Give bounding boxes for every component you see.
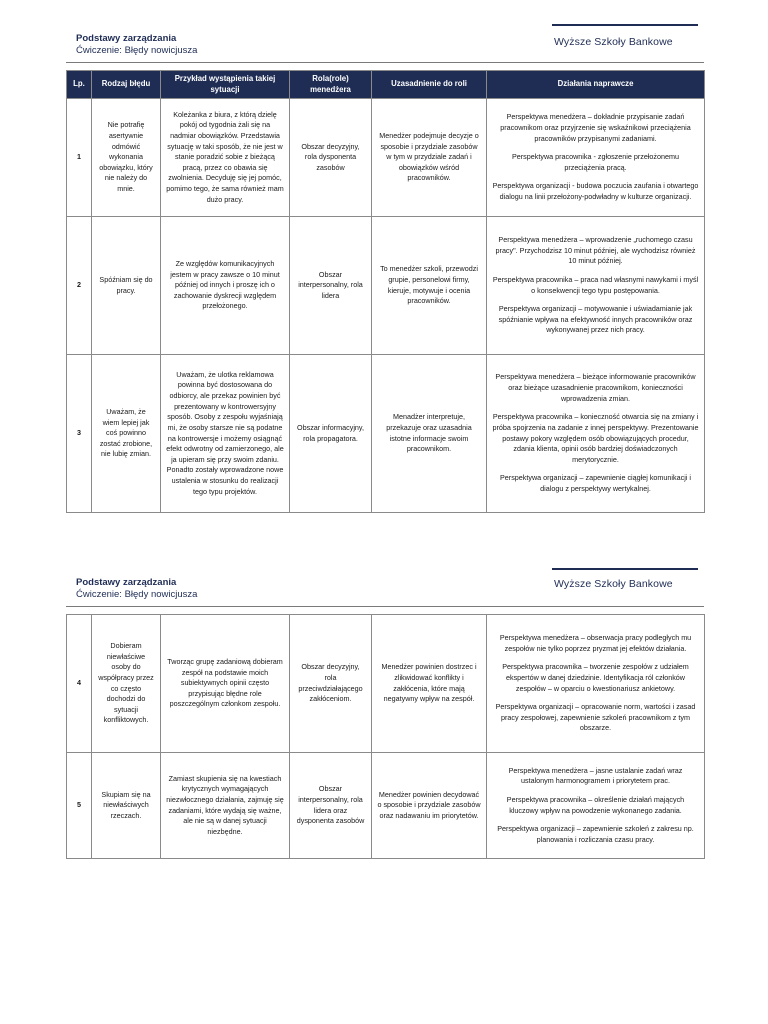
justification-cell: Menedżer powinien decydować o sposobie i przydziale zasobów oraz nadawaniu im priorytetów.	[372, 753, 487, 859]
organization-perspective: Perspektywa organizacji – zapewnienie ciągłej komunikacji i dialogu z perspektywy wertykalnej.	[500, 473, 691, 494]
role-cell: Obszar decyzyjny, rola dysponenta zasobów	[290, 99, 372, 217]
table-header-row	[67, 71, 705, 99]
errors-table-continued	[66, 614, 705, 859]
course-title: Podstawy zarządzania	[76, 33, 177, 44]
row-number: 1	[67, 99, 92, 217]
employee-perspective: Perspektywa pracownika – praca nad własnymi nawykami i myśl o konsekwencji tego typu postępowania.	[492, 274, 699, 295]
table-row	[67, 753, 705, 859]
header-divider	[66, 62, 704, 63]
brand-logo: Wyższe Szkoły Bankowe	[554, 36, 673, 48]
error-type-cell: Spóźniam się do pracy.	[92, 217, 161, 355]
organization-perspective: Perspektywa organizacji - budowa poczucia zaufania i otwartego dialogu na linii przełożony-podwładny w kulturze organizacji.	[492, 181, 699, 202]
error-type-cell: Nie potrafię asertywnie odmówić wykonania obowiązku, który nie należy do mnie.	[92, 99, 161, 217]
table-row	[67, 355, 705, 513]
brand-line	[552, 568, 698, 570]
actions-cell	[487, 615, 705, 753]
role-cell: Obszar informacyjny, rola propagatora.	[290, 355, 372, 513]
manager-perspective: Perspektywa menedżera – obserwacja pracy podległych mu zespołów nie tylko poprzez pryzmat jej efektów działania.	[499, 632, 692, 653]
brand-logo: Wyższe Szkoły Bankowe	[554, 578, 673, 590]
column-header-example: Przykład wystąpienia takiej sytuacji	[161, 71, 290, 99]
example-cell: Tworząc grupę zadaniową dobieram zespół na podstawie moich subiektywnych opinii często przypisując błędne role poszczególnym członkom zespołu.	[161, 615, 290, 753]
role-cell: Obszar decyzyjny, rola przeciwdziałającego zakłóceniom.	[290, 615, 372, 753]
employee-perspective: Perspektywa pracownika – określenie działań mających kluczowy wpływ na powodzenie wykonanego zadania.	[506, 794, 685, 815]
row-number: 4	[67, 615, 92, 753]
employee-perspective: Perspektywa pracownika – konieczność otwarcia się na zmiany i próba spojrzenia na zadanie z innej perspektywy. Prezentowanie postawy pokory względem osób obowiązujących procedur, zdania klienta, opinii osób bardziej doświadczonych merytorycznie.	[492, 412, 699, 464]
brand-line	[552, 24, 698, 26]
role-cell: Obszar interpersonalny, rola lidera	[290, 217, 372, 355]
role-cell: Obszar interpersonalny, rola lidera oraz dysponenta zasobów	[290, 753, 372, 859]
employee-perspective: Perspektywa pracownika – tworzenie zespołów z udziałem ekspertów w danej dziedzinie. Identyfikacja ról członków zespołów – w oparciu o kwestionariusz ankietowy.	[502, 662, 689, 693]
organization-perspective: Perspektywa organizacji – zapewnienie szkoleń z zakresu np. planowania i rozliczania czasu pracy.	[497, 824, 694, 844]
organization-perspective: Perspektywa organizacji – opracowanie norm, wartości i zasad pracy zespołowej, zapewnienie szkoleń pracownikom z tym obszarze.	[495, 702, 696, 733]
column-header-actions: Działania naprawcze	[487, 71, 705, 99]
justification-cell: Menedżer podejmuje decyzje o sposobie i przydziale zasobów w tym w przydziale zadań i obowiązków wśród pracowników.	[372, 99, 487, 217]
errors-table	[66, 70, 705, 513]
column-header-lp: Lp.	[67, 71, 92, 99]
actions-cell	[487, 99, 705, 217]
justification-cell: Menedżer powinien dostrzec i zlikwidować konflikty i zakłócenia, które mają negatywny wpływ na zespół.	[372, 615, 487, 753]
example-cell: Ze względów komunikacyjnych jestem w pracy zawsze o 10 minut później od innych i proszę ich o zachowanie dyskrecji względem przełożonego.	[161, 217, 290, 355]
error-type-cell: Uważam, że wiem lepiej jak coś powinno zostać zrobione, nie lubię zmian.	[92, 355, 161, 513]
actions-cell	[487, 217, 705, 355]
example-cell: Uważam, że ulotka reklamowa powinna być dostosowana do odbiorcy, ale przekaz powinien być prezentowany w kontrowersyjny sposób. Osoby z zespołu wyjaśniają mi, że osoby starsze nie są podatne na kontrowersje i możemy osiągnąć efekt odwrotny od zamierzonego, ale ja upieram się przy swoim zdaniu. Ponadto zostały wprowadzone nowe ustalenia w stosunku do realizacji tego typu projektów.	[161, 355, 290, 513]
employee-perspective: Perspektywa pracownika - zgłoszenie przełożonemu przeciążenia pracą.	[512, 152, 679, 172]
header-divider	[66, 606, 704, 607]
row-number: 3	[67, 355, 92, 513]
justification-cell: To menedżer szkoli, przewodzi grupie, personelowi firmy, kieruje, motywuje i ocenia pracowników.	[372, 217, 487, 355]
actions-cell	[487, 753, 705, 859]
organization-perspective: Perspektywa organizacji – motywowanie i uświadamianie jak spóźnianie wpływa na efektywność innych pracowników oraz wykonywanej przez nich pracy.	[498, 304, 693, 335]
manager-perspective: Perspektywa menedżera – wprowadzenie „ruchomego czasu pracy". Przychodzisz 10 minut później, ale wychodzisz również 10 minut później.	[495, 234, 696, 266]
justification-cell: Menadżer interpretuje, przekazuje oraz uzasadnia istotne informacje swoim pracownikom.	[372, 355, 487, 513]
manager-perspective: Perspektywa menedżera – dokładnie przypisanie zadań pracownikom oraz przyjrzenie się wskaźnikowi przeciążenia pracowników przypisanymi zadaniami.	[500, 112, 691, 143]
exercise-subtitle: Ćwiczenie: Błędy nowicjusza	[76, 589, 198, 600]
actions-cell	[487, 355, 705, 513]
example-cell: Koleżanka z biura, z którą dzielę pokój od tygodnia żali się na nadmiar obowiązków. Przedstawia sytuację w taki sposób, że nie jest w stanie poradzić sobie z bieżącą pracą, przez co obawia się zwolnienia. Decyduję się jej pomóc, pomimo tego, że sama również mam dużo pracy.	[161, 99, 290, 217]
column-header-justification: Uzasadnienie do roli	[372, 71, 487, 99]
manager-perspective: Perspektywa menedżera – bieżące informowanie pracowników oraz bieżące uzasadnienie pracownikom, konieczności wprowadzenia zmian.	[495, 372, 696, 403]
column-header-role: Rola(role) menedżera	[290, 71, 372, 99]
error-type-cell: Skupiam się na niewłaściwych rzeczach.	[92, 753, 161, 859]
page-2	[0, 568, 768, 1024]
exercise-subtitle: Ćwiczenie: Błędy nowicjusza	[76, 45, 198, 56]
column-header-error-type: Rodzaj błędu	[92, 71, 161, 99]
table-row	[67, 615, 705, 753]
row-number: 5	[67, 753, 92, 859]
table-row	[67, 217, 705, 355]
row-number: 2	[67, 217, 92, 355]
manager-perspective: Perspektywa menedżera – jasne ustalanie zadań wraz ustalonym harmonogramem i priorytetem prac.	[508, 765, 683, 786]
error-type-cell: Dobieram niewłaściwe osoby do współpracy przez co często dochodzi do sytuacji konfliktowych.	[92, 615, 161, 753]
course-title: Podstawy zarządzania	[76, 577, 177, 588]
table-row	[67, 99, 705, 217]
example-cell: Zamiast skupienia się na kwestiach krytycznych wymagających niezwłocznego działania, zajmuję się zadaniami, które wydają się ważne, ale nie są w danej sytuacji niezbędne.	[161, 753, 290, 859]
